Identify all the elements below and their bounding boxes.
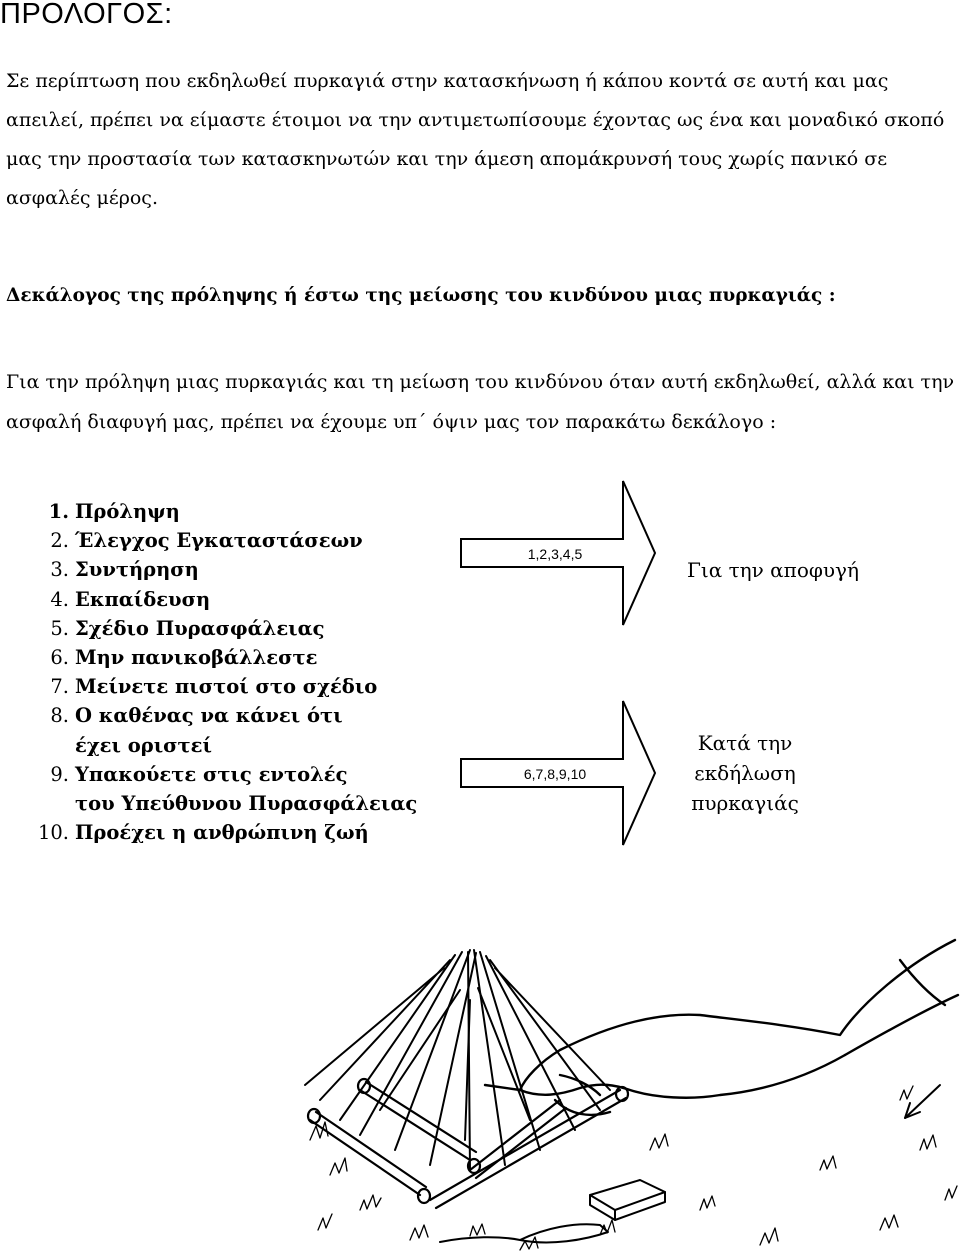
decalogue-item-number: 8. — [50, 704, 69, 728]
decalogue-list — [0, 497, 435, 847]
decalogue-item-number: 6. — [50, 646, 69, 670]
decalogue-item-number: 1. — [48, 500, 69, 523]
decalogue-item-number — [0, 789, 75, 818]
hand-lighting-match — [485, 940, 958, 1115]
decalogue-item-number: 9. — [50, 762, 69, 786]
decalogue-item-text: Έλεγχος Εγκαταστάσεων — [75, 529, 363, 553]
note-outbreak-line-2: εκδήλωση — [694, 761, 796, 785]
decalogue-heading: Δεκάλογος της πρόληψης ή έστω της μείωσης του κινδύνου μιας πυρκαγιάς : — [6, 285, 836, 306]
decalogue-item — [0, 672, 435, 701]
decalogue-intro-paragraph: Για την πρόληψη μιας πυρκαγιάς και τη μείωση του κινδύνου όταν αυτή εκδηλωθεί, αλλά και την ασφαλή διαφυγή μας, πρέπει να έχουμε υπ΄ όψιν μας τον παρακάτω δεκάλογο : — [6, 371, 955, 433]
arrow-prevention — [460, 478, 660, 628]
decalogue-item — [0, 497, 435, 526]
decalogue-item-text: Μην πανικοβάλλεστε — [75, 646, 318, 670]
decalogue-item-text: Εκπαίδευση — [75, 587, 211, 611]
decalogue-item-number: 10. — [37, 821, 69, 845]
decalogue-item-text: Ο καθένας να κάνει ότι — [75, 704, 343, 728]
decalogue-item-text: Μείνετε πιστοί στο σχέδιο — [75, 675, 378, 699]
note-prevention-line: Για την αποφυγή — [687, 558, 859, 582]
note-outbreak-line-3: πυρκαγιάς — [691, 791, 799, 815]
decalogue-item — [0, 760, 435, 789]
decalogue-item-text: Υπακούετε στις εντολές — [75, 762, 348, 786]
note-outbreak — [665, 728, 825, 818]
grass-ground — [310, 1086, 957, 1250]
decalogue-item — [0, 555, 435, 584]
note-outbreak-line-1: Κατά την — [697, 731, 793, 755]
decalogue-item — [0, 614, 435, 643]
matchbox — [590, 1180, 665, 1220]
pointer-arrow — [905, 1085, 940, 1118]
arrow-outbreak — [460, 698, 660, 848]
intro-paragraph: Σε περίπτωση που εκδηλωθεί πυρκαγιά στην κατασκήνωση ή κάπου κοντά σε αυτή και μας απειλεί, πρέπει να είμαστε έτοιμοι να την αντιμετωπίσουμε έχοντας ως ένα και μοναδικό σκοπό μας την προστασία των κατασκηνωτών και την άμεση απομάκρυνσή τους χωρίς πανικό σε ασφαλές μέρος. — [6, 70, 945, 209]
decalogue-item-number: 5. — [50, 616, 69, 640]
decalogue-item-number: 4. — [50, 587, 69, 611]
decalogue-item-text: Συντήρηση — [75, 558, 199, 582]
decalogue-item-text: Πρόληψη — [75, 500, 180, 523]
decalogue-item — [0, 818, 435, 847]
decalogue-item-text: Σχέδιο Πυρασφάλειας — [75, 616, 325, 640]
campfire-illustration — [300, 925, 960, 1255]
decalogue-item — [0, 701, 435, 730]
decalogue-item-number: 3. — [50, 558, 69, 582]
note-prevention — [668, 555, 878, 585]
knife — [440, 1224, 608, 1242]
arrow-prevention-label: 1,2,3,4,5 — [527, 546, 583, 562]
decalogue-item-text: του Υπεύθυνου Πυρασφάλειας — [75, 792, 418, 816]
decalogue-item — [0, 789, 435, 818]
page-title: ΠΡΟΛΟΓΟΣ: — [0, 0, 173, 30]
decalogue-item — [0, 585, 435, 614]
decalogue-item — [0, 643, 435, 672]
decalogue-item — [0, 526, 435, 555]
decalogue-item — [0, 731, 435, 760]
decalogue-item-number — [0, 731, 75, 760]
decalogue-item-number: 7. — [50, 675, 69, 699]
decalogue-item-text: Προέχει η ανθρώπινη ζωή — [75, 821, 369, 845]
decalogue-item-number: 2. — [50, 529, 69, 553]
decalogue-item-text: έχει οριστεί — [75, 733, 212, 757]
arrow-outbreak-label: 6,7,8,9,10 — [523, 766, 587, 782]
